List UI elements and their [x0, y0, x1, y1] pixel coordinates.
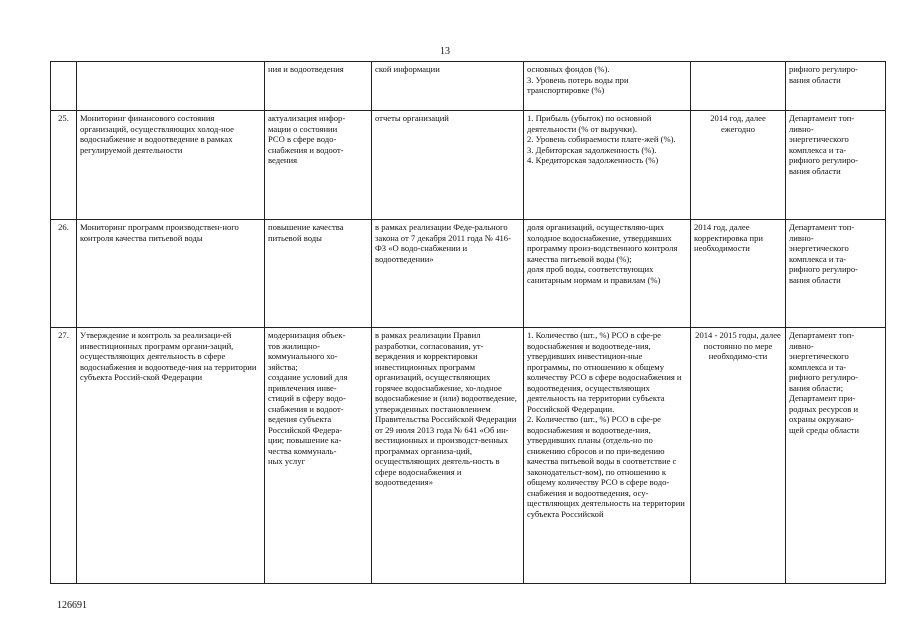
table-row-continuation [51, 62, 886, 111]
cell-goal: повышение качества питьевой воды [265, 220, 372, 328]
cell-event: Мониторинг финансового состояния организаций, осуществляющих холод-ное водоснабжение и водоотведение в рамках регулируемой деятельности [77, 111, 265, 220]
cell-responsible: Департамент топ- ливно- энергетического комплекса и та- рифного регулиро- вания области [786, 220, 886, 328]
cell-event: Мониторинг программ производствен-ного контроля качества питьевой воды [77, 220, 265, 328]
cell-indicators: доля организаций, осуществляю-щих холодное водоснабжение, утвердивших программу произ-водственного контроля качества питьевой воды (%); доля проб воды, соответствующих санитарным нормам и правилам (%) [524, 220, 691, 328]
page-number: 13 [440, 46, 450, 57]
cell-goal: ния и водоотведения [265, 62, 372, 111]
cell-basis: отчеты организаций [372, 111, 524, 220]
cell-period: 2014 год, далее корректировка при необходимости [691, 220, 786, 328]
cell-period: 2014 - 2015 годы, далее постоянно по мере необходимо-сти [691, 328, 786, 584]
cell-goal: актуализация инфор- мации о состоянии РСО в сфере водо- снабжения и водоот- ведения [265, 111, 372, 220]
cell-indicators: основных фондов (%). 3. Уровень потерь воды при транспортировке (%) [524, 62, 691, 111]
cell-number: 26. [51, 220, 77, 328]
cell-number [51, 62, 77, 111]
cell-basis: ской информации [372, 62, 524, 111]
cell-basis: в рамках реализации Правил разработки, согласования, ут-верждения и корректировки инвестиционных программ организаций, осуществляющих горячее водоснабжение, хо-лодное водоснабжение и (или) водоотведение, утвержденных постановлением Правительства Российской Федерации от 29 июля 2013 года № 641 «Об ин-вестиционных и производст-венных программах организа-ций, осуществляющих деятель-ность в сфере водоснабжения и водоотведения» [372, 328, 524, 584]
cell-number: 27. [51, 328, 77, 584]
cell-period: 2014 год, далее ежегодно [691, 111, 786, 220]
table-row [51, 328, 886, 584]
document-code: 126691 [57, 600, 87, 611]
cell-period [691, 62, 786, 111]
cell-number: 25. [51, 111, 77, 220]
cell-event [77, 62, 265, 111]
cell-indicators: 1. Количество (шт., %) РСО в сфе-ре водоснабжения и водоотведе-ния, утвердивших инвестицион-ные программы, по отношению к общему количеству РСО в сфере водоснабжения и водоотведения, осуществляющих деятельность на территории субъекта Российской Федерации. 2. Количество (шт., %) РСО в сфе-ре водоснабжения и водоотведе-ния, утвердивших планы (отдель-но по снижению сбросов и по при-ведению качества питьевой воды в соответствие с законодательст-вом), по отношению к общему количеству РСО в сфере водо-снабжения и водоотведения, осу-ществляющих деятельность на территории субъекта Российской [524, 328, 691, 584]
cell-responsible: Департамент топ- ливно- энергетического комплекса и та- рифного регулиро- вания области [786, 111, 886, 220]
table-row [51, 220, 886, 328]
measures-table [50, 61, 886, 584]
cell-goal: модернизация объек- тов жилищно- коммунального хо- зяйства; создание условий для привлечения инве- стиций в сферу водо- снабжения и водоот- ведения субъекта Российской Федера- ции; повышение ка- чества коммуналь- ных услуг [265, 328, 372, 584]
table-row [51, 111, 886, 220]
cell-event: Утверждение и контроль за реализаци-ей инвестиционных программ органи-заций, осуществляющих деятельность в сфере водоснабжения и водоотведе-ния на территории субъекта Россий-ской Федерации [77, 328, 265, 584]
cell-basis: в рамках реализации Феде-рального закона от 7 декабря 2011 года № 416-ФЗ «О водо-снабжении и водоотведении» [372, 220, 524, 328]
cell-indicators: 1. Прибыль (убыток) по основной деятельности (% от выручки). 2. Уровень собираемости плате-жей (%). 3. Дебиторская задолженность (%). 4. Кредиторская задолженность (%) [524, 111, 691, 220]
cell-responsible: рифного регулиро- вания области [786, 62, 886, 111]
cell-responsible: Департамент топ- ливно- энергетического комплекса и та- рифного регулиро- вания области; Департамент при- родных ресурсов и охраны окружаю- щей среды области [786, 328, 886, 584]
